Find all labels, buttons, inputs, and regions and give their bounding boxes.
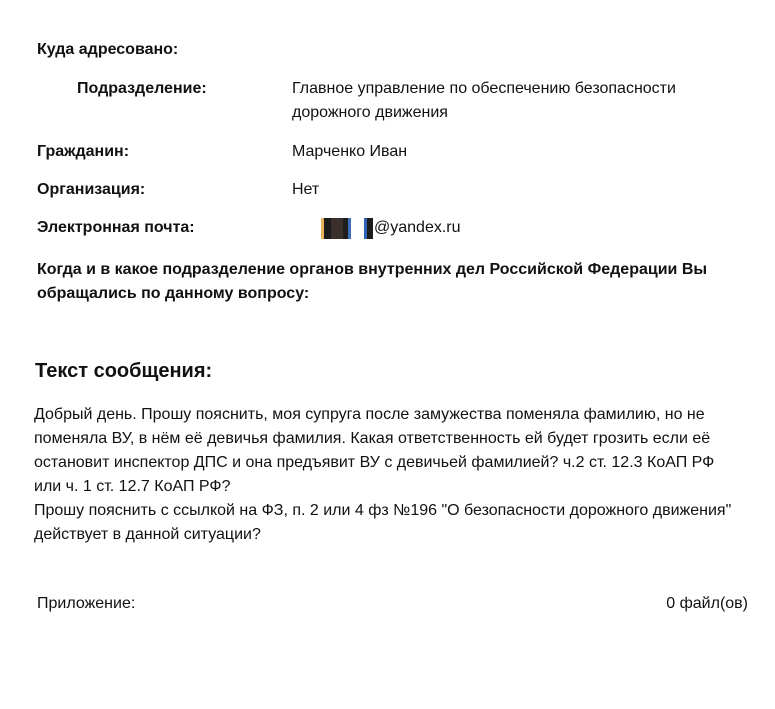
message-line: остановит инспектор ДПС и она предъявит ВУ с девичьей фамилией? ч.2 ст. 12.3 КоАП РФ xyxy=(34,454,715,471)
message-line: Прошу пояснить с ссылкой на ФЗ, п. 2 или 4 фз №196 "О безопасности дорожного движения" xyxy=(34,502,732,519)
citizen-label: Гражданин: xyxy=(37,143,130,160)
message-line: Добрый день. Прошу пояснить, моя супруга после замужества поменяла фамилию, но не xyxy=(34,406,705,423)
question-line1: Когда и в какое подразделение органов внутренних дел Российской Федерации Вы xyxy=(37,261,708,278)
department-value-line1: Главное управление по обеспечению безопасности xyxy=(292,80,676,97)
organization-value: Нет xyxy=(292,181,320,198)
message-heading: Текст сообщения: xyxy=(35,360,213,382)
email-redaction-block xyxy=(321,218,351,239)
attachment-label: Приложение: xyxy=(37,595,136,612)
email-label: Электронная почта: xyxy=(37,219,195,236)
message-line: действует в данной ситуации? xyxy=(34,526,261,543)
department-value-line2: дорожного движения xyxy=(292,104,448,121)
attachment-count: 0 файл(ов) xyxy=(666,595,748,612)
email-redaction-block xyxy=(364,218,373,239)
email-value: @yandex.ru xyxy=(374,219,461,236)
message-line: поменяла ВУ, в нём её девичья фамилия. Какая ответственность ей будет грозить если её xyxy=(34,430,711,447)
addressed-label: Куда адресовано: xyxy=(37,41,179,58)
message-line: или ч. 1 ст. 12.7 КоАП РФ? xyxy=(34,478,231,495)
organization-label: Организация: xyxy=(37,181,146,198)
message-body xyxy=(34,403,754,547)
question-line2: обращались по данному вопросу: xyxy=(37,285,310,302)
citizen-value: Марченко Иван xyxy=(292,143,408,160)
department-label: Подразделение: xyxy=(77,80,207,97)
